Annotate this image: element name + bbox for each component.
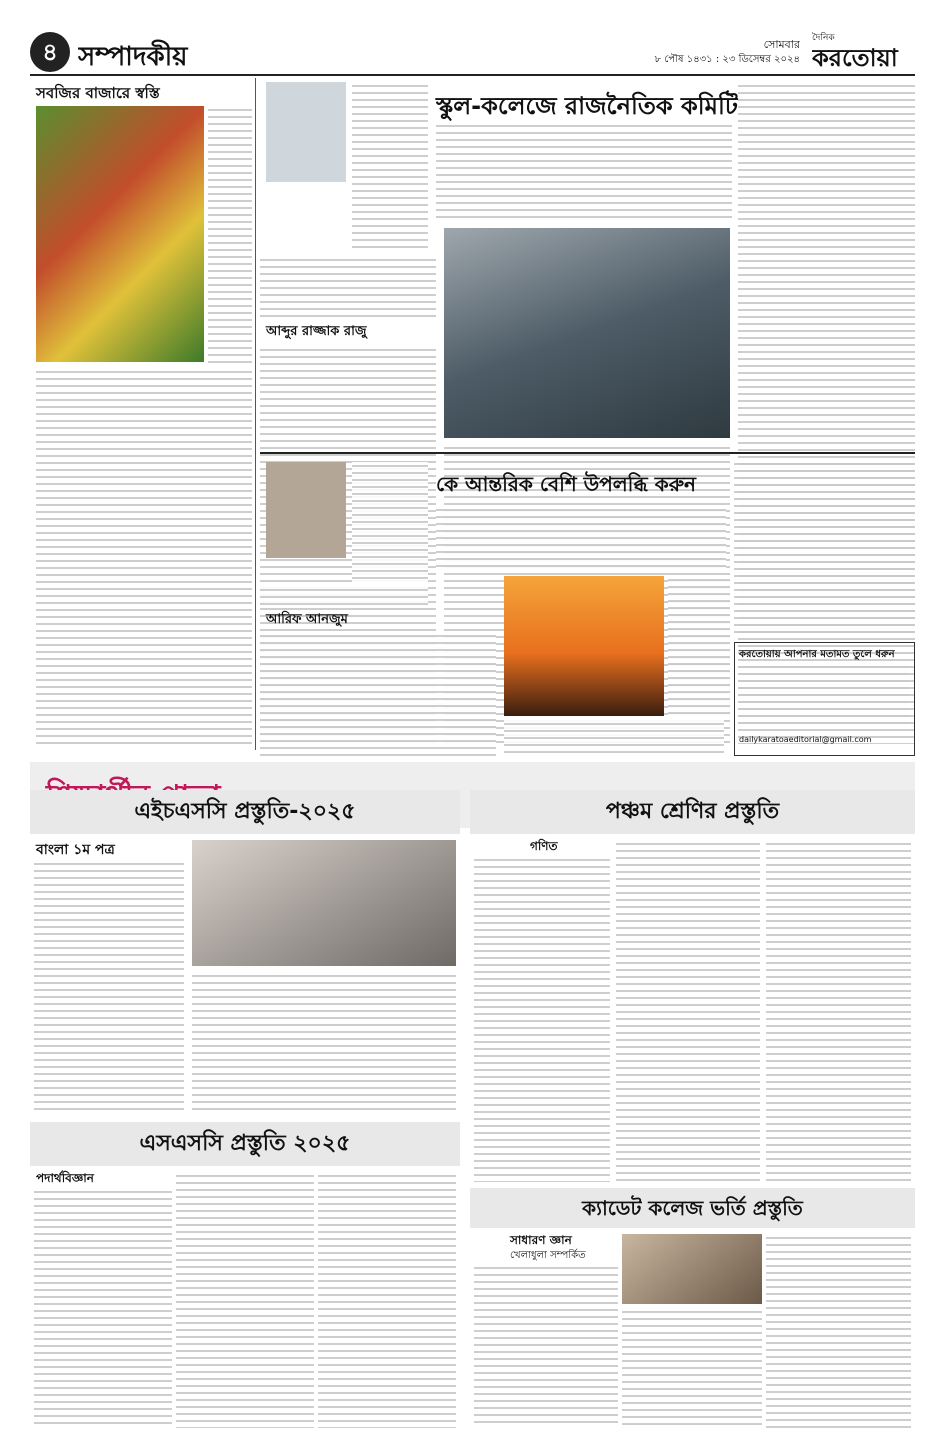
ssc-section	[30, 1168, 460, 1432]
students-photo	[444, 228, 730, 438]
cadet-heading: ক্যাডেট কলেজ ভর্তি প্রস্তুতি	[470, 1188, 915, 1228]
hsc-section	[30, 836, 460, 1116]
class5-section	[470, 836, 915, 1186]
sports-subtitle: খেলাধুলা সম্পর্কিত	[510, 1250, 586, 1261]
hsc-heading: এইচএসসি প্রস্তুতি-২০২৫	[30, 790, 460, 834]
main-title: স্কুল-কলেজে রাজনৈতিক কমিটি	[436, 92, 738, 120]
letters-title: করতোয়ায় আপনার মতামত তুলে ধরুন	[739, 649, 895, 660]
letters-box	[734, 642, 915, 756]
veg-article	[30, 78, 256, 750]
feel-title: কে আন্তরিক বেশি উপলব্ধি করুন	[436, 472, 696, 496]
physics-subject: পদার্থবিজ্ঞান	[36, 1171, 94, 1185]
feel-article	[260, 456, 915, 762]
masthead-date: ৮ পৌষ ১৪৩১ : ২৩ ডিসেম্বর ২০২৪	[654, 54, 800, 65]
exam-hall-photo	[192, 840, 456, 966]
feel-author: আরিফ আনজুম	[266, 612, 348, 627]
section-title: সম্পাদকীয়	[78, 42, 188, 70]
sunset-family-photo	[504, 576, 664, 716]
vegetable-photo	[36, 106, 204, 362]
gk-subject: সাধারণ জ্ঞান	[510, 1233, 572, 1247]
cadet-section	[470, 1230, 915, 1432]
main-author: আব্দুর রাজ্জাক রাজু	[266, 324, 367, 339]
page-number: ৪	[30, 32, 70, 72]
letters-email: dailykaratoaeditorial@gmail.com	[739, 735, 872, 744]
bangla-subject: বাংলা ১ম পত্র	[36, 842, 115, 858]
paper-name: করতোয়া	[812, 43, 898, 72]
veg-title: সবজির বাজারে স্বস্তি	[36, 84, 160, 102]
masthead	[30, 30, 915, 76]
ssc-heading: এসএসসি প্রস্তুতি ২০২৫	[30, 1122, 460, 1166]
class5-heading: পঞ্চম শ্রেণির প্রস্তুতি	[470, 790, 915, 834]
masthead-day: সোমবার	[763, 38, 800, 51]
math-subject: গণিত	[530, 839, 558, 853]
paper-label-small: দৈনিক	[812, 33, 835, 43]
author-photo	[266, 82, 346, 182]
cadet-photo	[622, 1234, 762, 1304]
author-photo	[266, 462, 346, 558]
